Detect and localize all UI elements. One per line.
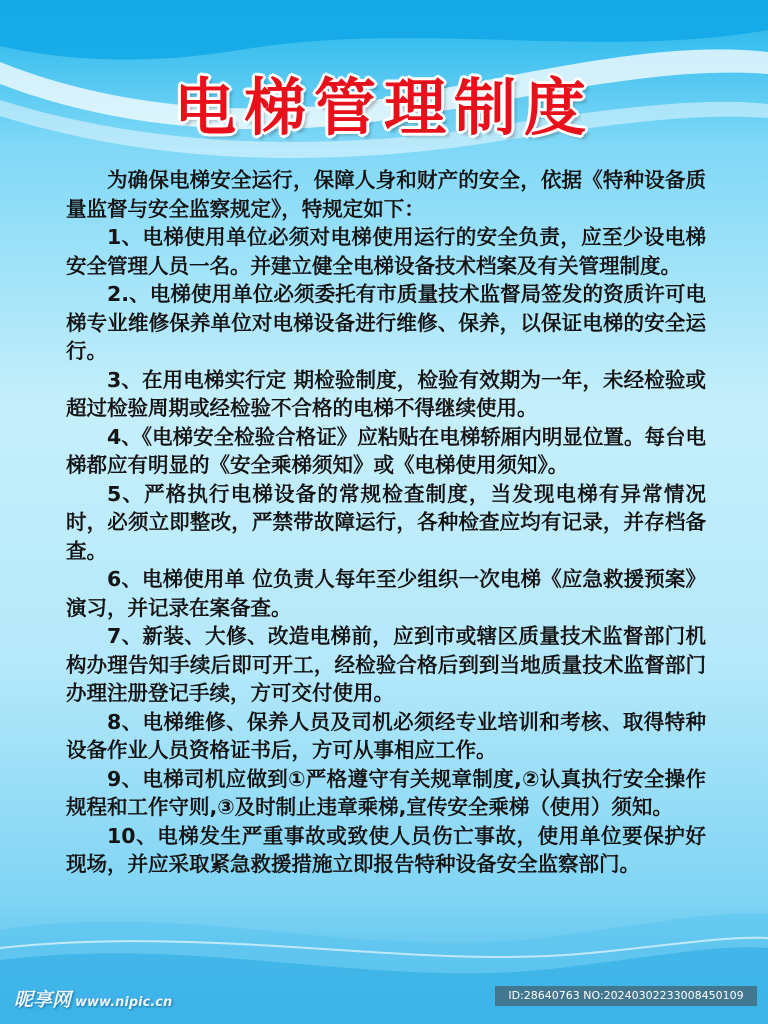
rule-5: 5、严格执行电梯设备的常规检查制度，当发现电梯有异常情况时，必须立即整改，严禁带故障运行，各种检查应均有记录，并存档备查。 (66, 481, 706, 563)
watermark-logo-text: 昵享网 (14, 989, 72, 1011)
rule-1: 1、电梯使用单位必须对电梯使用运行的安全负责，应至少设电梯安全管理人员一名。并建立健全电梯设备技术档案及有关管理制度。 (66, 225, 706, 278)
rule-7: 7、新装、大修、改造电梯前，应到市或辖区质量技术监督部门机构办理告知手续后即可开工，经检验合格后到到当地质量技术监督部门办理注册登记手续，方可交付使用。 (66, 624, 706, 705)
nipic-watermark-logo (14, 985, 172, 1012)
rule-9: 9、电梯司机应做到①严格遵守有关规章制度,②认真执行安全操作规程和工作守则,③及时制止违章乘梯,宣传安全乘梯（使用）须知。 (66, 766, 706, 819)
rule-4: 4、《电梯安全检验合格证》应粘贴在电梯轿厢内明显位置。每台电梯都应有明显的《安全乘梯须知》或《电梯使用须知》。 (66, 424, 706, 477)
rule-8: 8、电梯维修、保养人员及司机必须经专业培训和考核、取得特种设备作业人员资格证书后，方可从事相应工作。 (66, 709, 706, 762)
rule-10: 10、电梯发生严重事故或致使人员伤亡事故，使用单位要保护好现场，并应采取紧急救援措施立即报告特种设备安全监察部门。 (66, 823, 706, 876)
watermark-id-bar: ID:28640763 NO:20240302233008450109 (495, 986, 757, 1006)
intro-paragraph: 为确保电梯安全运行，保障人身和财产的安全，依据《特种设备质量监督与安全监察规定》，特规定如下： (66, 168, 706, 221)
rule-3: 3、在用电梯实行定 期检验制度，检验有效期为一年，未经检验或超过检验周期或经检验不合格的电梯不得继续使用。 (66, 367, 706, 420)
poster-title: 电梯管理制度 (173, 71, 594, 144)
rule-6: 6、电梯使用单 位负责人每年至少组织一次电梯《应急救援预案》演习，并记录在案备查。 (66, 567, 706, 620)
watermark-url: www.nipic.cn (75, 995, 173, 1010)
rule-2: 2.、电梯使用单位必须委托有市质量技术监督局签发的资质许可电梯专业维修保养单位对电梯设备进行维修、保养，以保证电梯的安全运行。 (66, 282, 706, 363)
regulation-text (66, 166, 706, 879)
